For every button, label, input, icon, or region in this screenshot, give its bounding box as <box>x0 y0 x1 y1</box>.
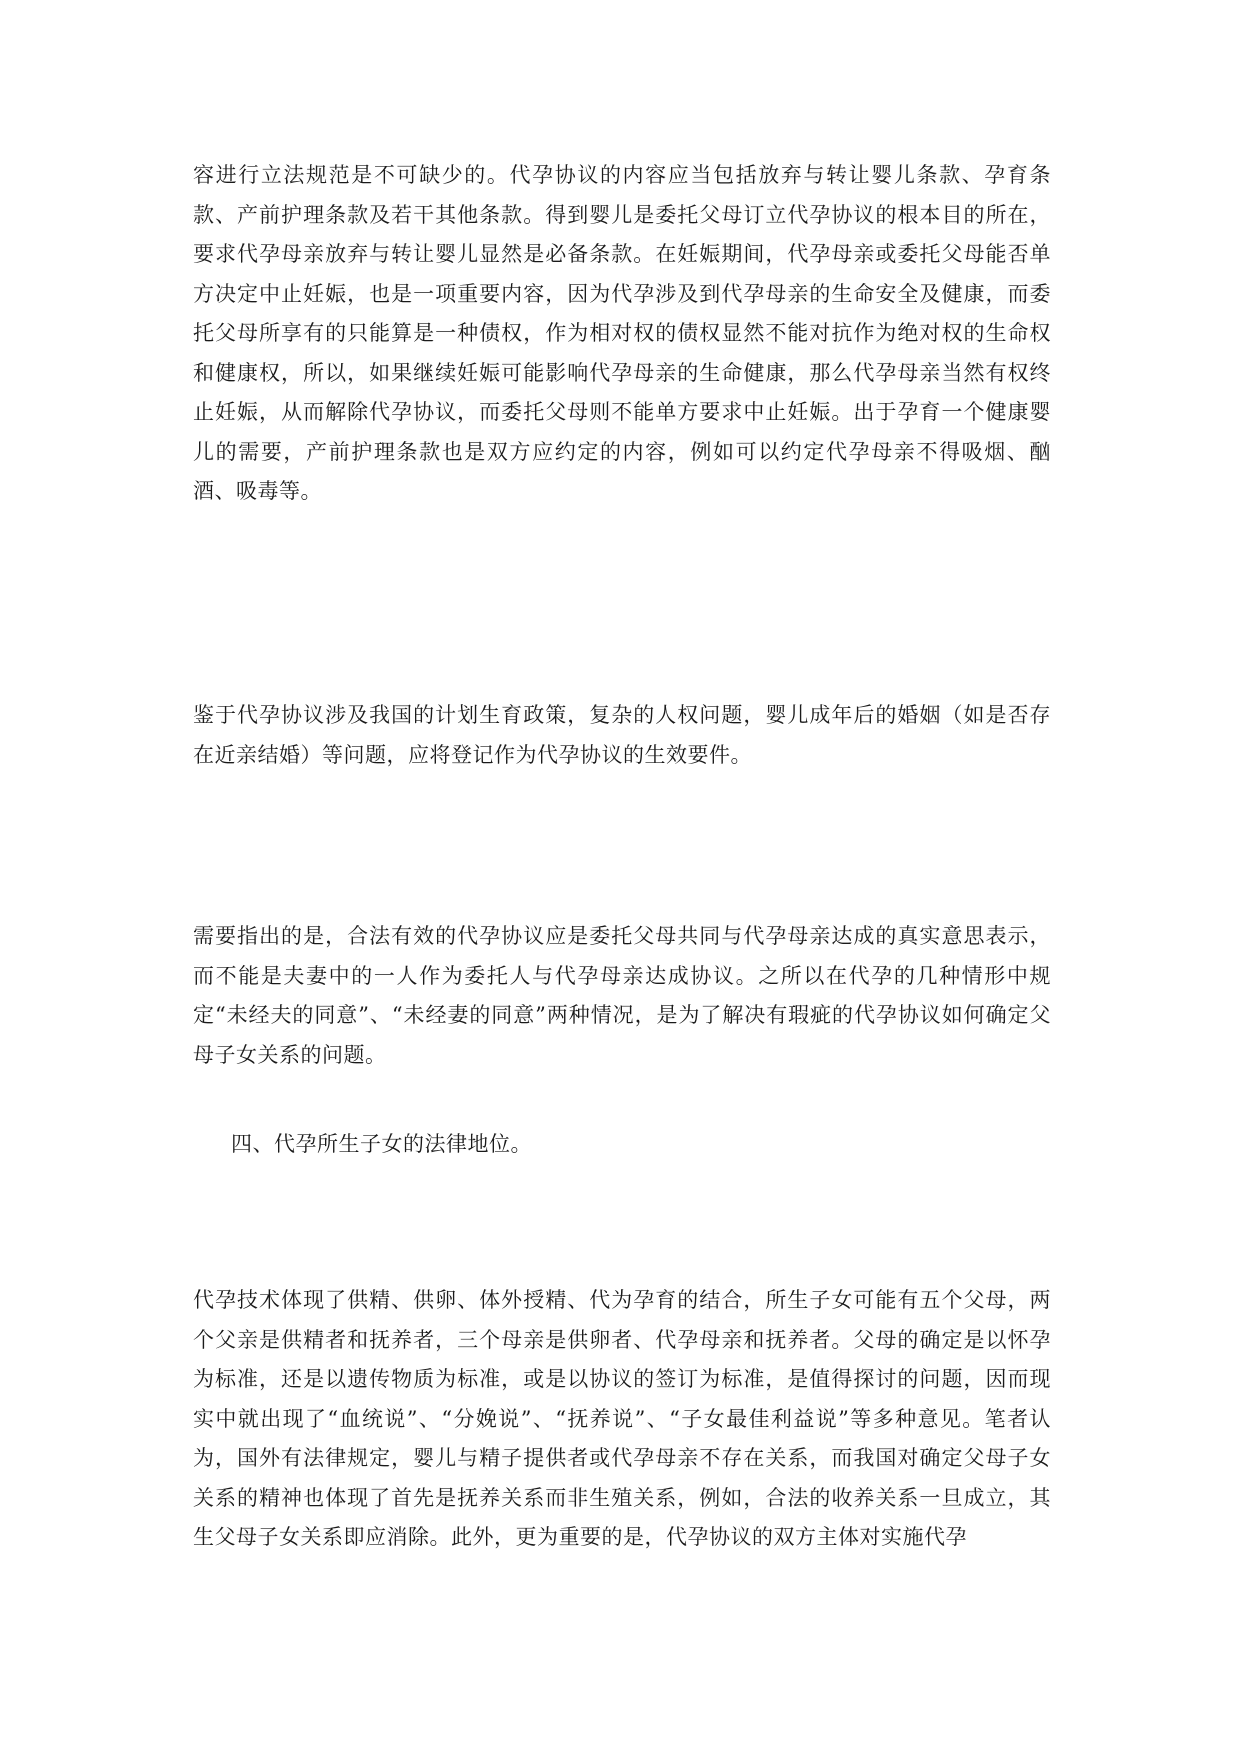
paragraph-registration-requirement: 鉴于代孕协议涉及我国的计划生育政策，复杂的人权问题，婴儿成年后的婚姻（如是否存在近亲结婚）等问题，应将登记作为代孕协议的生效要件。 <box>193 703 1051 767</box>
paragraph-surrogacy-agreement-contents: 容进行立法规范是不可缺少的。代孕协议的内容应当包括放弃与转让婴儿条款、孕育条款、产前护理条款及若干其他条款。得到婴儿是委托父母订立代孕协议的根本目的所在，要求代孕母亲放弃与转让婴儿显然是必备条款。在妊娠期间，代孕母亲或委托父母能否单方决定中止妊娠，也是一项重要内容，因为代孕涉及到代孕母亲的生命安全及健康，而委托父母所享有的只能算是一种债权，作为相对权的债权显然不能对抗作为绝对权的生命权和健康权，所以，如果继续妊娠可能影响代孕母亲的生命健康，那么代孕母亲当然有权终止妊娠，从而解除代孕协议，而委托父母则不能单方要求中止妊娠。出于孕育一个健康婴儿的需要，产前护理条款也是双方应约定的内容，例如可以约定代孕母亲不得吸烟、酗酒、吸毒等。 <box>193 163 1051 503</box>
paragraph-joint-consent: 需要指出的是，合法有效的代孕协议应是委托父母共同与代孕母亲达成的真实意思表示，而不能是夫妻中的一人作为委托人与代孕母亲达成协议。之所以在代孕的几种情形中规定“未经夫的同意”、“未经妻的同意”两种情况，是为了解决有瑕疵的代孕协议如何确定父母子女关系的问题。 <box>193 924 1051 1067</box>
section-heading-legal-status: 四、代孕所生子女的法律地位。 <box>231 1132 532 1156</box>
paragraph-parentage-determination: 代孕技术体现了供精、供卵、体外授精、代为孕育的结合，所生子女可能有五个父母，两个父亲是供精者和抚养者，三个母亲是供卵者、代孕母亲和抚养者。父母的确定是以怀孕为标准，还是以遗传物质为标准，或是以协议的签订为标准，是值得探讨的问题，因而现实中就出现了“血统说”、“分娩说”、“抚养说”、“子女最佳利益说”等多种意见。笔者认为，国外有法律规定，婴儿与精子提供者或代孕母亲不存在关系，而我国对确定父母子女关系的精神也体现了首先是抚养关系而非生殖关系，例如，合法的收养关系一旦成立，其生父母子女关系即应消除。此外，更为重要的是，代孕协议的双方主体对实施代孕 <box>193 1288 1051 1549</box>
